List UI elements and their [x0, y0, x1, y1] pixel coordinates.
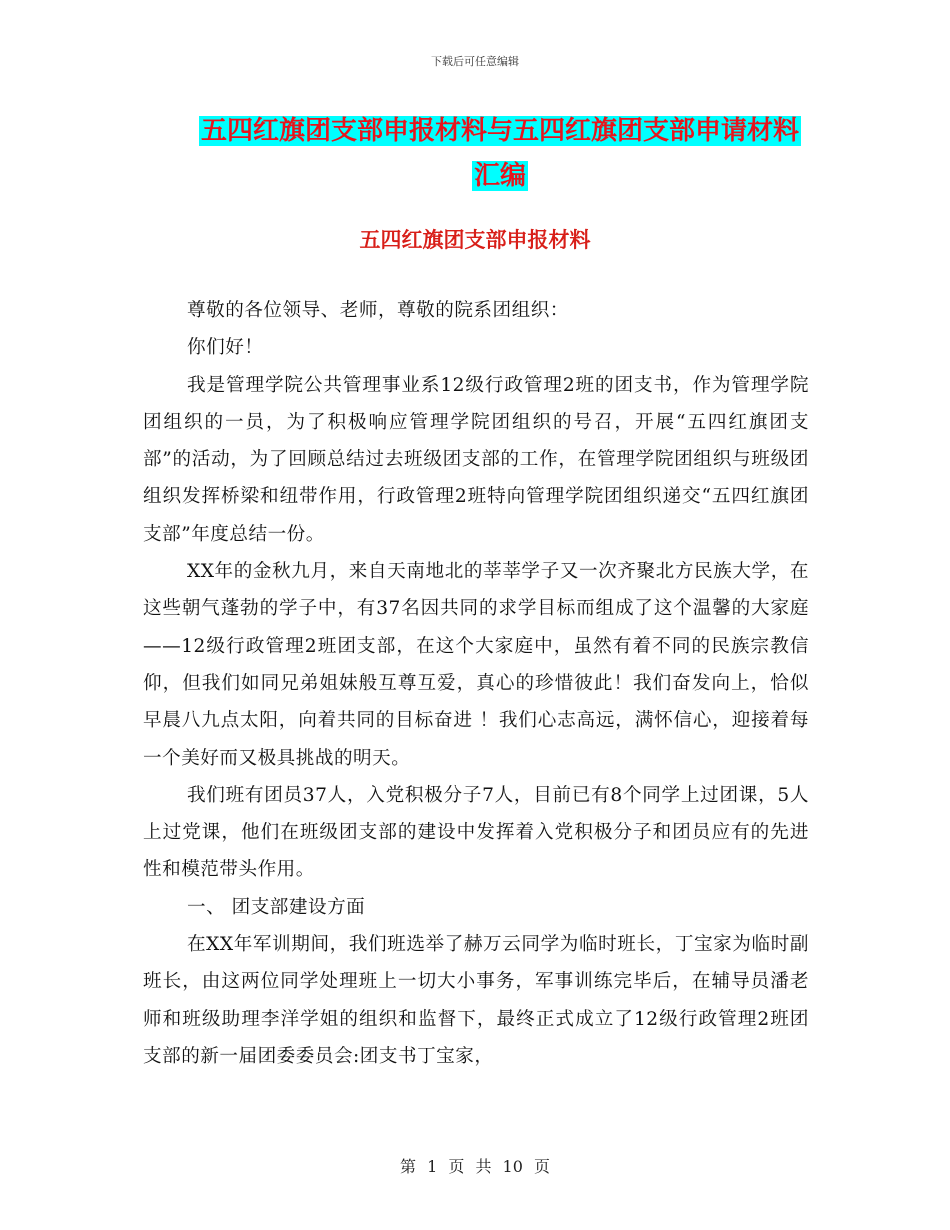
document-title: [140, 113, 860, 149]
document-body: [143, 292, 809, 1075]
paragraph: XX年的金秋九月，来自天南地北的莘莘学子又一次齐聚北方民族大学，在这些朝气蓬勃的学子中，有37名因共同的求学目标而组成了这个温馨的大家庭——12级行政管理2班团支部，在这个大家庭中，虽然有着不同的民族宗教信仰，但我们如同兄弟姐妹般互尊互爱，真心的珍惜彼此！我们奋发向上，恰似早晨八九点太阳，向着共同的目标奋进 ！我们心志高远，满怀信心，迎接着每一个美好而又极具挑战的明天。: [143, 561, 809, 769]
paragraph: 我是管理学院公共管理事业系12级行政管理2班的团支书，作为管理学院团组织的一员，为了积极响应管理学院团组织的号召，开展“五四红旗团支部”的活动，为了回顾总结过去班级团支部的工作，在管理学院团组织与班级团组织发挥桥梁和纽带作用，行政管理2班特向管理学院团组织递交“五四红旗团支部”年度总结一份。: [143, 374, 809, 545]
greeting: 你们好！: [187, 337, 264, 359]
page-number: 第 1 页 共 10 页: [400, 1157, 550, 1176]
section-title: 五四红旗团支部申报材料: [359, 228, 591, 252]
document-title-continued: [140, 158, 860, 194]
paragraph: 我们班有团员37人，入党积极分子7人，目前已有8个同学上过团课，5人上过党课，他们在班级团支部的建设中发挥着入党积极分子和团员应有的先进性和模范带头作用。: [143, 784, 809, 881]
document-title-line-2: 汇编: [473, 161, 526, 191]
section-heading: 一、 团支部建设方面: [187, 896, 366, 918]
paragraph: 在XX年军训期间，我们班选举了赫万云同学为临时班长，丁宝家为临时副班长，由这两位同学处理班上一切大小事务，军事训练完毕后，在辅导员潘老师和班级助理李洋学姐的组织和监督下，最终正式成立了12级行政管理2班团支部的新一届团委委员会:团支书丁宝家，: [143, 934, 809, 1067]
document-title-line-1: 五四红旗团支部申报材料与五四红旗团支部申请材料: [200, 116, 799, 146]
salutation: 尊敬的各位领导、老师，尊敬的院系团组织：: [187, 300, 569, 321]
header-note: 下载后可任意编辑: [431, 55, 519, 68]
